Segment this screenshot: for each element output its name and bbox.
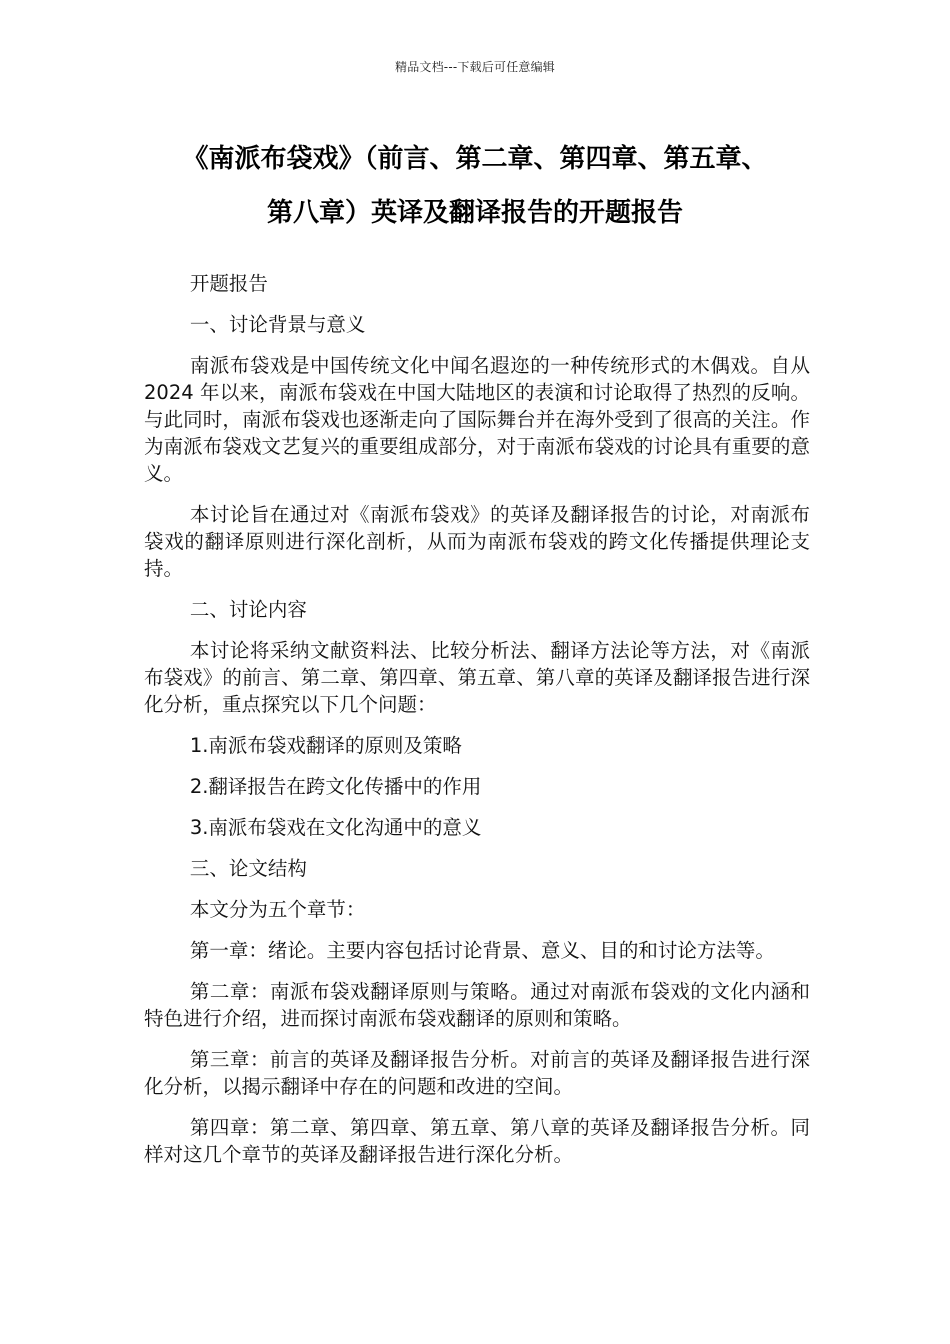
list-item: 2.翻译报告在跨文化传播中的作用 (189, 775, 482, 798)
section-heading-structure: 三、论文结构 (189, 857, 307, 880)
paragraph-purpose: 本讨论旨在通过对《南派布袋戏》的英译及翻译报告的讨论，对南派布袋戏的翻译原则进行深化剖析，从而为南派布袋戏的跨文化传播提供理论支持。 (144, 503, 810, 580)
section-label: 开题报告 (189, 272, 268, 295)
chapter-description: 第三章：前言的英译及翻译报告分析。对前言的英译及翻译报告进行深化分析，以揭示翻译中存在的问题和改进的空间。 (144, 1048, 810, 1098)
document-body (144, 270, 810, 1182)
section-heading-content: 二、讨论内容 (189, 598, 307, 621)
title-line-1: 《南派布袋戏》（前言、第二章、第四章、第五章、 (182, 144, 768, 174)
paragraph-methods: 本讨论将采纳文献资料法、比较分析法、翻译方法论等方法，对《南派布袋戏》的前言、第二章、第四章、第五章、第八章的英译及翻译报告进行深化分析，重点探究以下几个问题： (144, 639, 810, 716)
title-line-2: 第八章）英译及翻译报告的开题报告 (266, 198, 683, 228)
chapter-description: 第四章：第二章、第四章、第五章、第八章的英译及翻译报告分析。同样对这几个章节的英译及翻译报告进行深化分析。 (144, 1116, 810, 1166)
document-title (120, 132, 830, 240)
paragraph-structure-intro: 本文分为五个章节： (189, 898, 366, 921)
list-item: 1.南派布袋戏翻译的原则及策略 (189, 734, 462, 757)
list-item: 3.南派布袋戏在文化沟通中的意义 (189, 816, 482, 839)
paragraph-background: 南派布袋戏是中国传统文化中闻名遐迩的一种传统形式的木偶戏。自从 2024 年以来，南派布袋戏在中国大陆地区的表演和讨论取得了热烈的反响。与此同时，南派布袋戏也逐渐走向了国际舞台并在海外受到了很高的关注。作为南派布袋戏文艺复兴的重要组成部分，对于南派布袋戏的讨论具有重要的意义。 (144, 354, 810, 485)
header-note: 精品文档---下载后可任意编辑 (395, 60, 555, 74)
chapter-description: 第二章：南派布袋戏翻译原则与策略。通过对南派布袋戏的文化内涵和特色进行介绍，进而探讨南派布袋戏翻译的原则和策略。 (144, 980, 810, 1030)
chapter-description: 第一章：绪论。主要内容包括讨论背景、意义、目的和讨论方法等。 (189, 939, 775, 962)
section-heading-background: 一、讨论背景与意义 (189, 313, 366, 336)
